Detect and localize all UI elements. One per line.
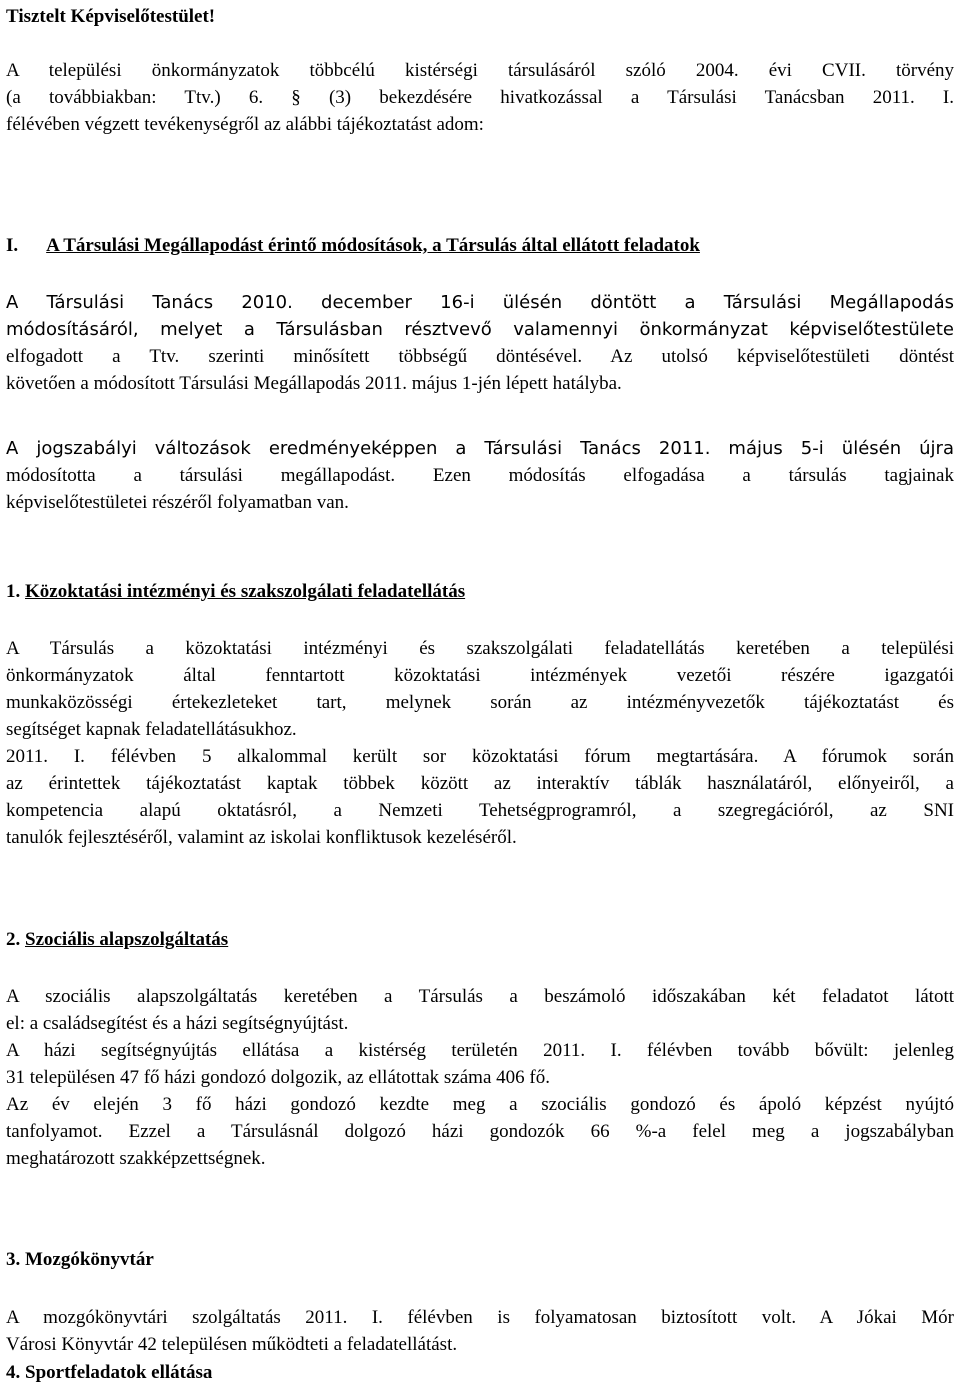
paragraph-line: módosításáról, melyet a Társulásban résztvevő valamennyi önkormányzat képviselőtestülete <box>6 319 954 340</box>
paragraph-line: félévében végzett tevékenységről az alábbi tájékoztatást adom: <box>6 114 484 135</box>
paragraph-line: képviselőtestületei részéről folyamatban van. <box>6 492 349 513</box>
section-1-paragraph-2 <box>6 743 954 851</box>
paragraph-line: módosította a társulási megállapodást. Ezen módosítás elfogadása a társulás tagjainak <box>6 465 954 486</box>
paragraph-line: A mozgókönyvtári szolgáltatás 2011. I. félévben is folyamatosan biztosított volt. A Jókai Mór <box>6 1307 954 1328</box>
paragraph-line: tanulók fejlesztéséről, valamint az iskolai konfliktusok kezeléséről. <box>6 827 517 848</box>
paragraph-line: munkaközösségi értekezleteket tart, melynek során az intézményvezetők tájékoztatást és <box>6 692 954 713</box>
paragraph-line: kompetencia alapú oktatásról, a Nemzeti Tehetségprogramról, a szegregációról, az SNI <box>6 800 954 821</box>
section-heading-1 <box>6 578 465 605</box>
paragraph-line: elfogadott a Ttv. szerinti minősített többségű döntésével. Az utolsó képviselőtestületi döntést <box>6 346 954 367</box>
section-number: 1. <box>6 581 25 602</box>
section-title: Mozgókönyvtár <box>25 1249 154 1270</box>
paragraph-line: A Társulás a közoktatási intézményi és szakszolgálati feladatellátás keretében a települési <box>6 638 954 659</box>
paragraph-line: A szociális alapszolgáltatás keretében a Társulás a beszámoló időszakában két feladatot látott <box>6 986 954 1007</box>
paragraph-line: (a továbbiakban: Ttv.) 6. § (3) bekezdésére hivatkozással a Társulási Tanácsban 2011. I. <box>6 87 954 108</box>
section-heading-3 <box>6 1246 154 1273</box>
paragraph-line: A jogszabályi változások eredményeképpen a Társulási Tanács 2011. május 5-i ülésén újra <box>6 438 954 459</box>
section-2-paragraph-2 <box>6 1037 954 1091</box>
section-title: Közoktatási intézményi és szakszolgálati feladatellátás <box>25 581 466 602</box>
paragraph-line: A Társulási Tanács 2010. december 16-i ülésén döntött a Társulási Megállapodás <box>6 292 954 313</box>
section-I-paragraph-1 <box>6 289 954 397</box>
paragraph-line: 31 településen 47 fő házi gondozó dolgozik, az ellátottak száma 406 fő. <box>6 1067 550 1088</box>
paragraph-line: Városi Könyvtár 42 településen működteti a feladatellátást. <box>6 1334 458 1355</box>
paragraph-line: el: a családsegítést és a házi segítségnyújtást. <box>6 1013 349 1034</box>
section-number: 4. <box>6 1362 25 1383</box>
section-2-paragraph-3 <box>6 1091 954 1172</box>
paragraph-line: A települési önkormányzatok többcélú kistérségi társulásáról szóló 2004. évi CVII. törvény <box>6 60 954 81</box>
paragraph-line: követően a módosított Társulási Megállapodás 2011. május 1-jén lépett hatályba. <box>6 373 622 394</box>
section-number: 3. <box>6 1249 25 1270</box>
intro-paragraph <box>6 57 954 138</box>
section-title: A Társulási Megállapodást érintő módosítások, a Társulás által ellátott feladatok <box>46 235 700 256</box>
greeting-heading: Tisztelt Képviselőtestület! <box>6 6 216 27</box>
paragraph-line: az érintettek tájékoztatást kaptak többek között az interaktív táblák használatáról, előnyeiről, a <box>6 773 954 794</box>
paragraph-line: önkormányzatok által fenntartott közoktatási intézmények vezetői részére igazgatói <box>6 665 954 686</box>
paragraph-line: tanfolyamot. Ezzel a Társulásnál dolgozó házi gondozók 66 %-a felel meg a jogszabályban <box>6 1121 954 1142</box>
section-1-paragraph-1 <box>6 635 954 743</box>
paragraph-line: 2011. I. félévben 5 alkalommal került sor közoktatási fórum megtartására. A fórumok során <box>6 746 954 767</box>
paragraph-line: Az év elején 3 fő házi gondozó kezdte meg a szociális gondozó és ápoló képzést nyújtó <box>6 1094 954 1115</box>
section-title: Sportfeladatok ellátása <box>25 1362 213 1383</box>
section-number: I. <box>6 235 19 256</box>
paragraph-line: segítséget kapnak feladatellátásukhoz. <box>6 719 297 740</box>
section-heading-4 <box>6 1359 212 1386</box>
section-heading-2 <box>6 926 228 953</box>
paragraph-line: meghatározott szakképzettségnek. <box>6 1148 266 1169</box>
section-heading-I <box>6 232 700 259</box>
section-3-paragraph-1 <box>6 1304 954 1358</box>
section-I-paragraph-2 <box>6 435 954 516</box>
section-title: Szociális alapszolgáltatás <box>25 929 229 950</box>
paragraph-line: A házi segítségnyújtás ellátása a kistérség területén 2011. I. félévben tovább bővült: jelenleg <box>6 1040 954 1061</box>
section-2-paragraph-1 <box>6 983 954 1037</box>
section-number: 2. <box>6 929 25 950</box>
